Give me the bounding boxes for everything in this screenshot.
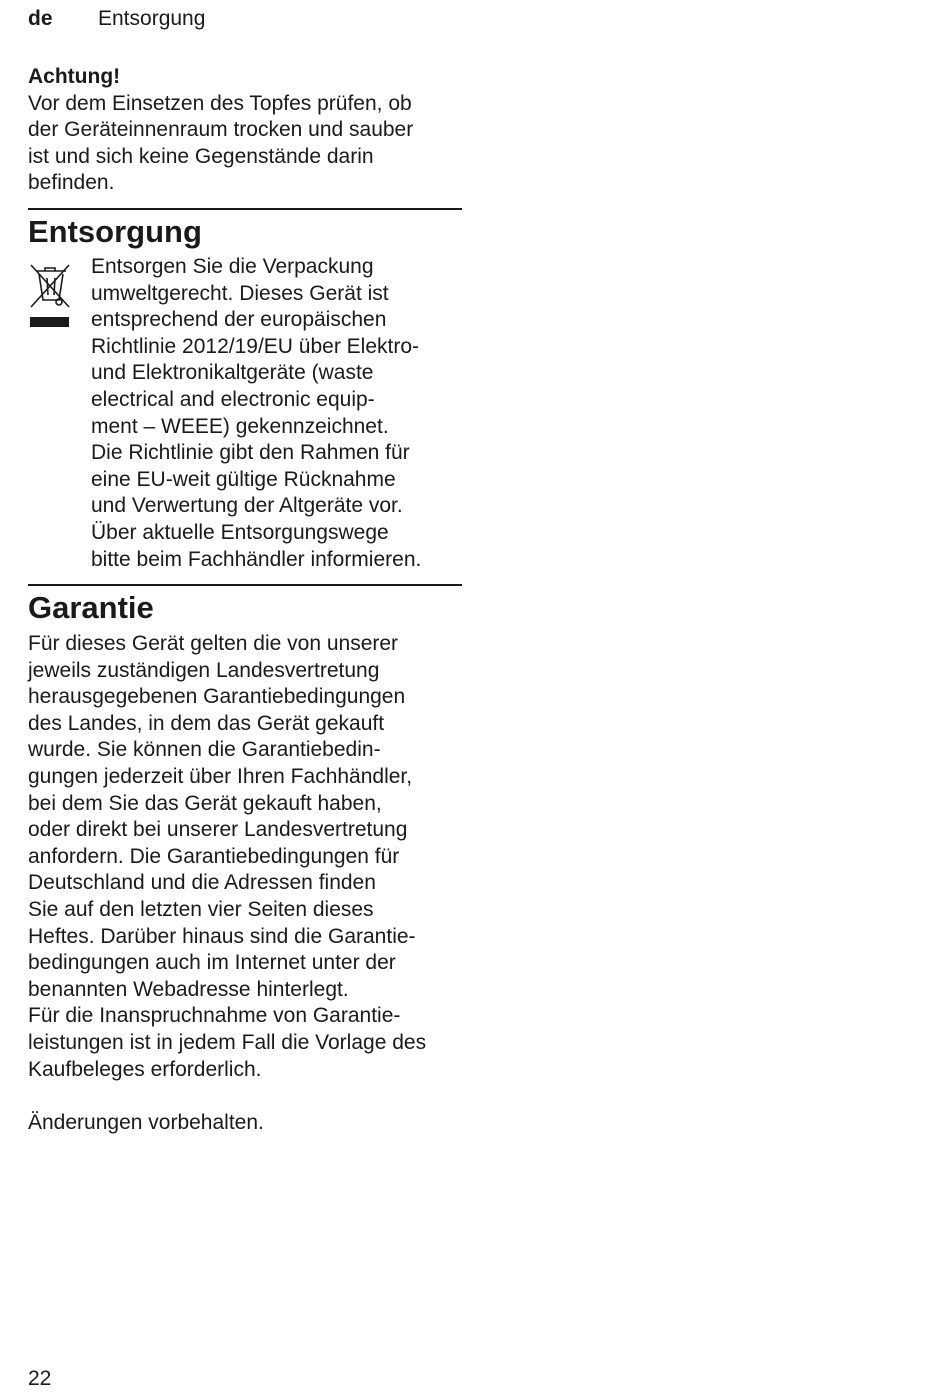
page-header bbox=[28, 6, 206, 32]
warranty-heading: Garantie bbox=[28, 590, 154, 625]
crossed-out-wheelie-bin-icon bbox=[28, 262, 72, 310]
disposal-text: Entsorgen Sie die Verpackung umweltgerecht. Dieses Gerät ist entsprechend der europäischen Richtlinie 2012/19/EU über Elektro- und Elektronikaltgeräte (waste electrical and electronic equip- ment – WEEE) gekennzeichnet. Die Richtlinie gibt den Rahmen für eine EU-weit gültige Rücknahme und Verwertung der Altgeräte vor. Über aktuelle Entsorgungswege bitte beim Fachhändler informieren. bbox=[91, 255, 422, 571]
disposal-heading: Entsorgung bbox=[28, 214, 202, 249]
weee-marking-bar bbox=[30, 317, 69, 327]
notice-block bbox=[28, 64, 462, 197]
warranty-block bbox=[28, 631, 468, 1136]
section-divider bbox=[28, 208, 462, 210]
language-code: de bbox=[28, 7, 53, 30]
section-divider bbox=[28, 584, 462, 586]
header-section-title: Entsorgung bbox=[98, 7, 206, 30]
notice-title: Achtung! bbox=[28, 65, 121, 88]
notice-text: Vor dem Einsetzen des Topfes prüfen, ob der Geräteinnenraum trocken und sauber ist und sich keine Gegenstände darin befinden. bbox=[28, 91, 414, 195]
disposal-block bbox=[91, 254, 461, 573]
warranty-text: Für dieses Gerät gelten die von unserer jeweils zuständigen Landesvertretung herausgegebenen Garantiebedingungen des Landes, in dem das Gerät gekauft wurde. Sie können die Garantiebedin- gungen jederzeit über Ihren Fachhändler, bei dem Sie das Gerät gekauft haben, oder direkt bei unserer Landesvertretung anfordern. Die Garantiebedingungen für Deutschland und die Adressen finden Sie auf den letzten vier Seiten dieses Heftes. Darüber hinaus sind die Garantie- bedingungen auch im Internet unter der benannten Webadresse hinterlegt. Für die Inanspruchnahme von Garantie- leistungen ist in jedem Fall die Vorlage des Kaufbeleges erforderlich. bbox=[28, 632, 427, 1081]
changes-reserved-note: Änderungen vorbehalten. bbox=[28, 1110, 264, 1134]
page-number: 22 bbox=[28, 1367, 52, 1390]
